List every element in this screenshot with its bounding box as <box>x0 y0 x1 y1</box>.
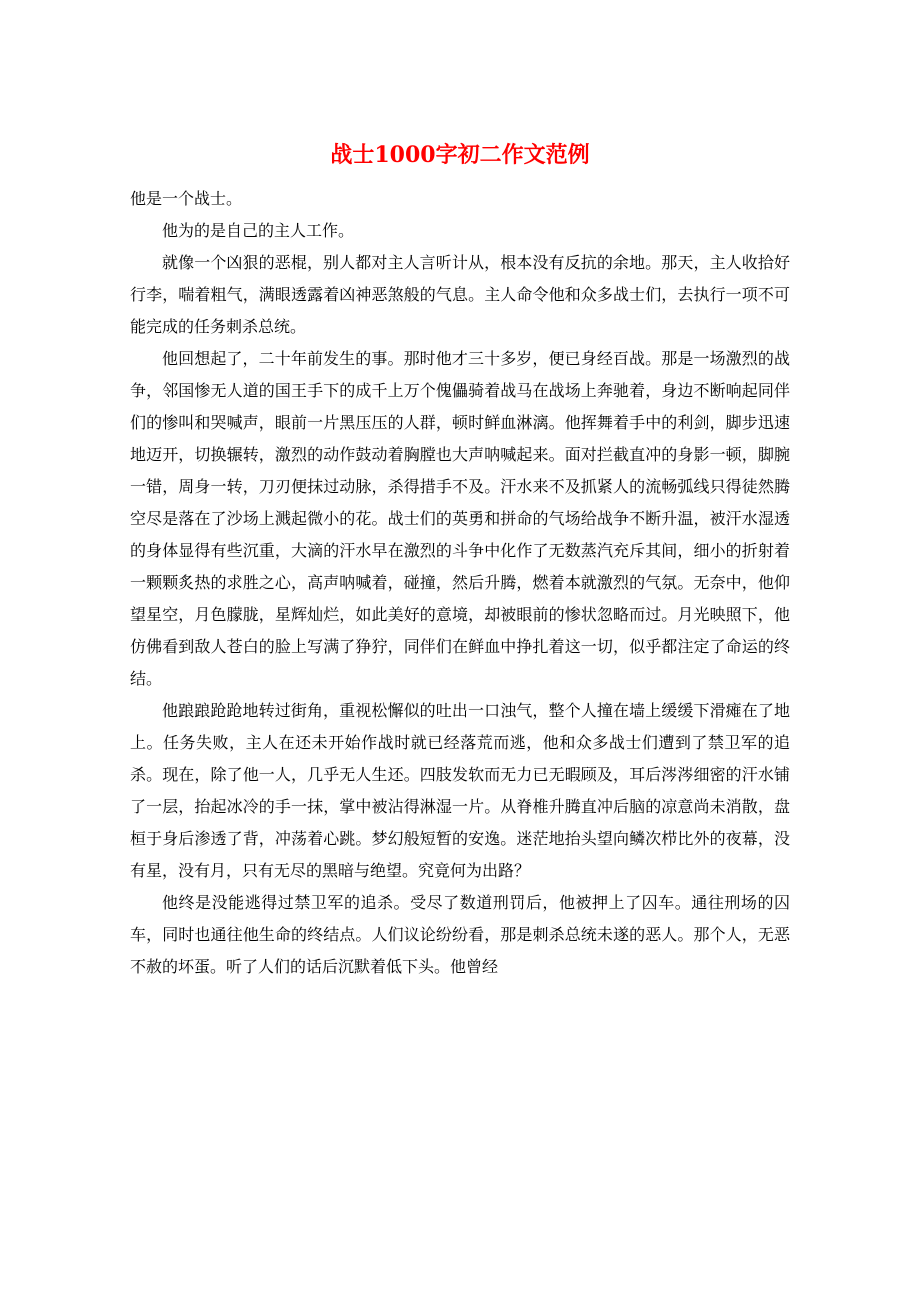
paragraph: 他踉踉跄跄地转过街角，重视松懈似的吐出一口浊气，整个人撞在墙上缓缓下滑瘫在了地上。任务失败，主人在还未开始作战时就已经落荒而逃，他和众多战士们遭到了禁卫军的追杀。现在，除了他一人，几乎无人生还。四肢发软而无力已无暇顾及，耳后涔涔细密的汗水铺了一层，抬起冰冷的手一抹，掌中被沾得淋湿一片。从脊椎升腾直冲后脑的凉意尚未消散，盘桓于身后渗透了背，冲荡着心跳。梦幻般短暂的安逸。迷茫地抬头望向鳞次栉比外的夜幕，没有星，没有月，只有无尽的黑暗与绝望。究竟何为出路？ <box>130 701 790 880</box>
document-body <box>130 183 790 983</box>
paragraph: 他是一个战士。 <box>130 189 243 208</box>
paragraph: 他为的是自己的主人工作。 <box>162 221 355 240</box>
paragraph: 他终是没能逃得过禁卫军的追杀。受尽了数道刑罚后，他被押上了囚车。通往刑场的囚车，同时也通往他生命的终结点。人们议论纷纷看，那是刺杀总统未遂的恶人。那个人，无恶不赦的坏蛋。听了人们的话后沉默着低下头。他曾经 <box>130 893 790 976</box>
paragraph: 他回想起了，二十年前发生的事。那时他才三十多岁，便已身经百战。那是一场激烈的战争，邻国惨无人道的国王手下的成千上万个傀儡骑着战马在战场上奔驰着，身边不断响起同伴们的惨叫和哭喊声，眼前一片黑压压的人群，顿时鲜血淋漓。他挥舞着手中的利剑，脚步迅速地迈开，切换辗转，激烈的动作鼓动着胸膛也大声呐喊起来。面对拦截直冲的身影一顿，脚腕一错，周身一转，刀刃便抹过动脉，杀得措手不及。汗水来不及抓紧人的流畅弧线只得徒然腾空尽是落在了沙场上溅起微小的花。战士们的英勇和拼命的气场给战争不断升温，被汗水湿透的身体显得有些沉重，大滴的汗水早在激烈的斗争中化作了无数蒸汽充斥其间，细小的折射着一颗颗炙热的求胜之心，高声呐喊着，碰撞，然后升腾，燃着本就激烈的气氛。无奈中，他仰望星空，月色朦胧，星辉灿烂，如此美好的意境，却被眼前的惨状忽略而过。月光映照下，他仿佛看到敌人苍白的脸上写满了狰狞，同伴们在鲜血中挣扎着这一切，似乎都注定了命运的终结。 <box>130 349 790 688</box>
paragraph: 就像一个凶狠的恶棍，别人都对主人言听计从，根本没有反抗的余地。那天，主人收拾好行李，喘着粗气，满眼透露着凶神恶煞般的气息。主人命令他和众多战士们，去执行一项不可能完成的任务刺杀总统。 <box>130 253 790 336</box>
document-title: 战士1000字初二作文范例 <box>330 142 590 168</box>
